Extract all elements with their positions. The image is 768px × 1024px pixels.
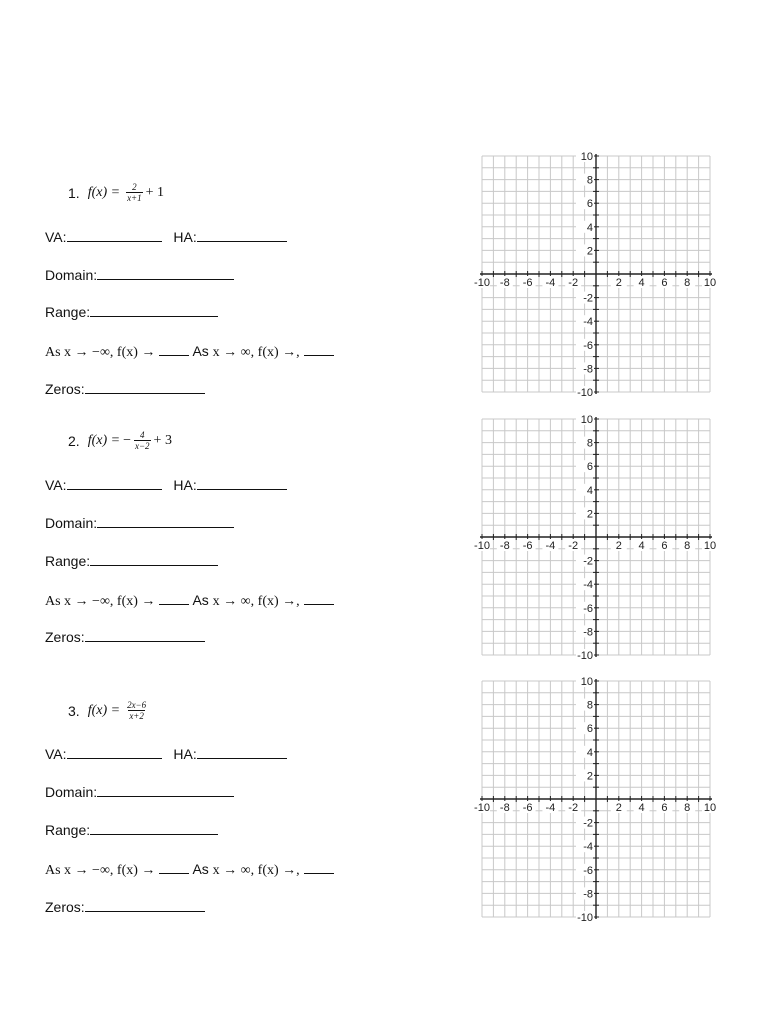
va-ha-row bbox=[45, 746, 287, 762]
x-tick-label: 8 bbox=[684, 540, 691, 552]
problem-3-equation bbox=[68, 700, 150, 721]
problem-number: 1. bbox=[68, 184, 80, 201]
coordinate-grid-2[interactable] bbox=[472, 411, 722, 659]
va-label: VA: bbox=[45, 477, 67, 493]
va-blank[interactable] bbox=[67, 229, 162, 242]
end-behavior-left: As x → −∞, f(x) → bbox=[45, 594, 156, 609]
x-tick-label: -10 bbox=[474, 540, 490, 552]
y-tick-label: 8 bbox=[586, 174, 593, 187]
y-tick-label: -8 bbox=[583, 888, 593, 901]
x-tick-label: 8 bbox=[684, 277, 691, 289]
end-behavior-right-prefix: As bbox=[192, 343, 209, 359]
x-tick-label: -6 bbox=[522, 540, 533, 552]
va-blank[interactable] bbox=[67, 477, 162, 490]
x-tick-label: 6 bbox=[661, 802, 668, 814]
ha-label: HA: bbox=[173, 746, 197, 762]
function-name: f(x) = bbox=[87, 432, 121, 448]
x-tick-label: -8 bbox=[499, 802, 510, 814]
x-tick-label: 4 bbox=[638, 540, 645, 552]
y-tick-label: 10 bbox=[580, 676, 593, 688]
numerator: 4 bbox=[140, 430, 145, 440]
end-behavior-left-blank[interactable] bbox=[159, 592, 189, 605]
y-tick-label: 2 bbox=[586, 508, 593, 521]
end-behavior-right-blank[interactable] bbox=[304, 592, 334, 605]
y-tick-label: 2 bbox=[586, 245, 593, 258]
va-label: VA: bbox=[45, 746, 67, 762]
grid-svg bbox=[472, 673, 722, 921]
end-behavior-right-prefix: As bbox=[192, 861, 209, 877]
zeros-row bbox=[45, 629, 205, 645]
denominator: x+1 bbox=[127, 193, 142, 203]
range-blank[interactable] bbox=[90, 553, 218, 566]
y-tick-label: -8 bbox=[583, 626, 593, 639]
range-label: Range: bbox=[45, 822, 91, 838]
end-behavior-left: As x → −∞, f(x) → bbox=[45, 345, 156, 360]
x-tick-label: 2 bbox=[615, 802, 622, 814]
domain-blank[interactable] bbox=[97, 515, 234, 528]
x-tick-label: 2 bbox=[615, 277, 622, 289]
x-tick-label: -2 bbox=[568, 540, 579, 552]
ha-blank[interactable] bbox=[197, 477, 287, 490]
y-tick-label: 8 bbox=[586, 437, 593, 450]
y-tick-label: -8 bbox=[583, 363, 593, 376]
y-tick-label: 6 bbox=[586, 198, 593, 211]
y-tick-label: 4 bbox=[586, 746, 593, 759]
denominator: x+2 bbox=[129, 711, 144, 721]
x-tick-label: -4 bbox=[545, 540, 556, 552]
ha-label: HA: bbox=[173, 477, 197, 493]
end-behavior-left-blank[interactable] bbox=[159, 343, 189, 356]
x-tick-label: 6 bbox=[661, 277, 668, 289]
x-tick-label: -10 bbox=[474, 277, 490, 289]
zeros-label: Zeros: bbox=[45, 899, 85, 915]
va-ha-row bbox=[45, 477, 287, 493]
x-tick-label: 10 bbox=[703, 802, 717, 814]
domain-label: Domain: bbox=[45, 267, 98, 283]
constant-term: + 3 bbox=[153, 432, 172, 448]
x-tick-label: 2 bbox=[615, 540, 622, 552]
va-ha-row bbox=[45, 229, 287, 245]
range-blank[interactable] bbox=[90, 304, 218, 317]
x-tick-label: 4 bbox=[638, 277, 645, 289]
end-behavior-left: As x → −∞, f(x) → bbox=[45, 863, 156, 878]
y-tick-label: -4 bbox=[583, 841, 593, 854]
x-tick-label: 10 bbox=[703, 540, 717, 552]
x-tick-label: -2 bbox=[568, 277, 579, 289]
y-tick-label: -2 bbox=[583, 817, 593, 830]
end-behavior-right-blank[interactable] bbox=[304, 861, 334, 874]
fraction bbox=[126, 182, 143, 203]
grid-svg bbox=[472, 148, 722, 396]
problem-number: 2. bbox=[68, 432, 80, 449]
end-behavior-right: x → ∞, f(x) →, bbox=[212, 594, 300, 609]
domain-row bbox=[45, 515, 234, 531]
ha-blank[interactable] bbox=[197, 746, 287, 759]
zeros-row bbox=[45, 381, 205, 397]
x-tick-label: -6 bbox=[522, 277, 533, 289]
va-blank[interactable] bbox=[67, 746, 162, 759]
x-tick-label: -2 bbox=[568, 802, 579, 814]
y-tick-label: -4 bbox=[583, 579, 593, 592]
x-tick-label: 10 bbox=[703, 277, 717, 289]
y-tick-label: 8 bbox=[586, 699, 593, 712]
y-tick-label: 10 bbox=[580, 151, 593, 163]
y-tick-label: -10 bbox=[577, 912, 593, 921]
end-behavior-row bbox=[45, 861, 334, 879]
sign: − bbox=[123, 432, 131, 448]
grid-svg bbox=[472, 411, 722, 659]
x-tick-label: 8 bbox=[684, 802, 691, 814]
domain-blank[interactable] bbox=[97, 267, 234, 280]
ha-label: HA: bbox=[173, 229, 197, 245]
range-row bbox=[45, 304, 218, 320]
y-tick-label: -4 bbox=[583, 316, 593, 329]
function-name: f(x) = bbox=[87, 184, 121, 200]
numerator: 2 bbox=[132, 182, 137, 192]
domain-blank[interactable] bbox=[97, 784, 234, 797]
end-behavior-left-blank[interactable] bbox=[159, 861, 189, 874]
x-tick-label: 6 bbox=[661, 540, 668, 552]
x-tick-label: -6 bbox=[522, 802, 533, 814]
y-tick-label: -2 bbox=[583, 555, 593, 568]
domain-row bbox=[45, 267, 234, 283]
domain-row bbox=[45, 784, 234, 800]
denominator: x−2 bbox=[134, 441, 150, 451]
end-behavior-right-prefix: As bbox=[192, 592, 209, 608]
ha-blank[interactable] bbox=[197, 229, 287, 242]
y-tick-label: 6 bbox=[586, 461, 593, 474]
y-tick-label: -10 bbox=[577, 650, 593, 659]
x-tick-label: -10 bbox=[474, 802, 490, 814]
x-tick-label: -8 bbox=[499, 277, 510, 289]
end-behavior-row bbox=[45, 343, 334, 361]
range-blank[interactable] bbox=[90, 822, 218, 835]
zeros-blank[interactable] bbox=[85, 899, 205, 912]
y-tick-label: -2 bbox=[583, 292, 593, 305]
numerator: 2x−6 bbox=[127, 700, 147, 710]
va-label: VA: bbox=[45, 229, 67, 245]
x-tick-label: -8 bbox=[499, 540, 510, 552]
range-label: Range: bbox=[45, 553, 91, 569]
end-behavior-right: x → ∞, f(x) →, bbox=[212, 863, 300, 878]
x-tick-label: -4 bbox=[545, 802, 556, 814]
end-behavior-right: x → ∞, f(x) →, bbox=[212, 345, 300, 360]
y-tick-label: -10 bbox=[577, 387, 593, 396]
fraction bbox=[126, 700, 147, 721]
zeros-label: Zeros: bbox=[45, 629, 85, 645]
y-tick-label: 4 bbox=[586, 484, 593, 497]
x-tick-label: -4 bbox=[545, 277, 556, 289]
range-label: Range: bbox=[45, 304, 91, 320]
y-tick-label: 2 bbox=[586, 770, 593, 783]
domain-label: Domain: bbox=[45, 784, 98, 800]
y-tick-label: 6 bbox=[586, 723, 593, 736]
y-tick-label: 4 bbox=[586, 221, 593, 234]
zeros-label: Zeros: bbox=[45, 381, 85, 397]
coordinate-grid-1[interactable] bbox=[472, 148, 722, 396]
zeros-blank[interactable] bbox=[85, 381, 205, 394]
coordinate-grid-3[interactable] bbox=[472, 673, 722, 921]
problem-2-equation bbox=[68, 430, 172, 451]
zeros-row bbox=[45, 899, 205, 915]
y-tick-label: -6 bbox=[583, 339, 593, 352]
range-row bbox=[45, 553, 218, 569]
problem-number: 3. bbox=[68, 702, 80, 719]
function-name: f(x) = bbox=[87, 702, 121, 718]
end-behavior-right-blank[interactable] bbox=[304, 343, 334, 356]
y-tick-label: -6 bbox=[583, 864, 593, 877]
y-tick-label: -6 bbox=[583, 602, 593, 615]
domain-label: Domain: bbox=[45, 515, 98, 531]
problem-1-equation bbox=[68, 182, 164, 203]
range-row bbox=[45, 822, 218, 838]
y-tick-label: 10 bbox=[580, 414, 593, 426]
zeros-blank[interactable] bbox=[85, 629, 205, 642]
x-tick-label: 4 bbox=[638, 802, 645, 814]
fraction bbox=[134, 430, 151, 451]
end-behavior-row bbox=[45, 592, 334, 610]
constant-term: + 1 bbox=[145, 184, 165, 200]
